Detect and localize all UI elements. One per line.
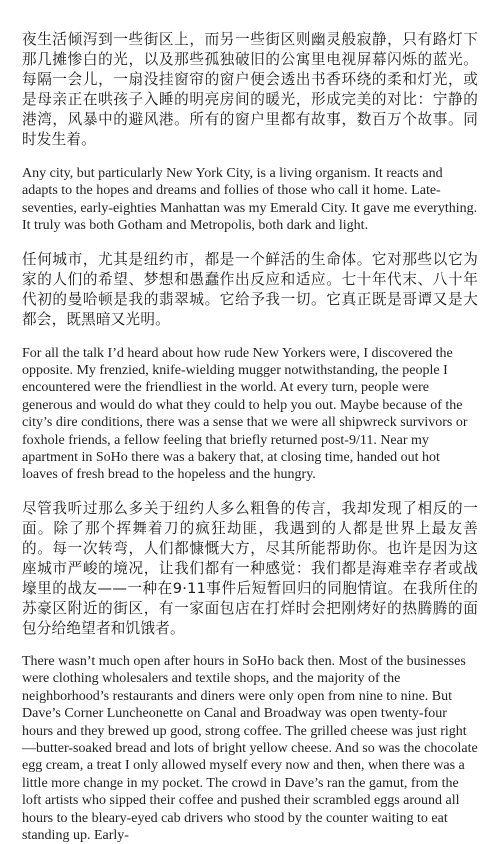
paragraph-zh-3: 尽管我听过那么多关于纽约人多么粗鲁的传言，我却发现了相反的一面。除了那个挥舞着刀的疯狂劫匪，我遇到的人都是世界上最友善的。每一次转弯，人们都慷慨大方，尽其所能帮助你。也许是因为这座城市严峻的境况，让我们都有一种感觉：我们都是海难幸存者或战壕里的战友——一种在9·11事件后短暂回归的同胞情谊。在我所住的苏豪区附近的街区，有一家面包店在打烊时会把刚烤好的热腾腾的面包分给绝望者和饥饿者。	[22, 499, 478, 637]
paragraph-zh-1: 夜生活倾泻到一些街区上，而另一些街区则幽灵般寂静，只有路灯下那几摊惨白的光，以及那些孤独破旧的公寓里电视屏幕闪烁的蓝光。每隔一会儿，一扇没挂窗帘的窗户便会透出书香环绕的柔和灯光，或是母亲正在哄孩子入睡的明亮房间的暖光，形成完美的对比：宁静的港湾，风暴中的避风港。所有的窗户里都有故事，数百万个故事。同时发生着。	[22, 31, 478, 148]
paragraph-en-1: Any city, but particularly New York City, is a living organism. It reacts and adapts to the hopes and dreams and follies of those who call it home. Late-seventies, early-eighties Manhattan was my Emerald City. It gave me everything. It truly was both Gotham and Metropolis, both dark and light.	[22, 166, 478, 234]
paragraph-en-2: For all the talk I’d heard about how rude New Yorkers were, I discovered the opposite. My frenzied, knife-wielding mugger notwithstanding, the people I encountered were the friendliest in the world. At every turn, people were generous and would do what they could to help you out. Maybe because of the city’s dire conditions, there was a sense that we were all shipwreck survivors or foxhole friends, a fellow feeling that briefly returned post-9/11. Near my apartment in SoHo there was a bakery that, at closing time, handed out hot loaves of fresh bread to the hopeless and the hungry.	[22, 345, 468, 483]
paragraph-zh-2: 任何城市，尤其是纽约市，都是一个鲜活的生命体。它对那些以它为家的人们的希望、梦想和愚蠢作出反应和适应。七十年代末、八十年代初的曼哈顿是我的翡翠城。它给予我一切。它真正既是哥谭又是大都会，既黑暗又光明。	[22, 250, 478, 328]
document-page	[22, 30, 478, 844]
paragraph-en-3: There wasn’t much open after hours in SoHo back then. Most of the businesses were clothing wholesalers and textile shops, and the majority of the neighborhood’s restaurants and diners were only open from nine to nine. But Dave’s Corner Luncheonette on Canal and Broadway was open twenty-four hours and they brewed up good, strong coffee. The grilled cheese was just right—butter-soaked bread and lots of bright yellow cheese. And so was the chocolate egg cream, a treat I only allowed myself every now and then, when there was a little more change in my pocket. The crowd in Dave’s ran the gamut, from the loft artists who sipped their coffee and pushed their scrambled eggs around all hours to the bleary-eyed cab drivers who stood by the counter waiting to eat standing up. Early-	[22, 653, 478, 843]
